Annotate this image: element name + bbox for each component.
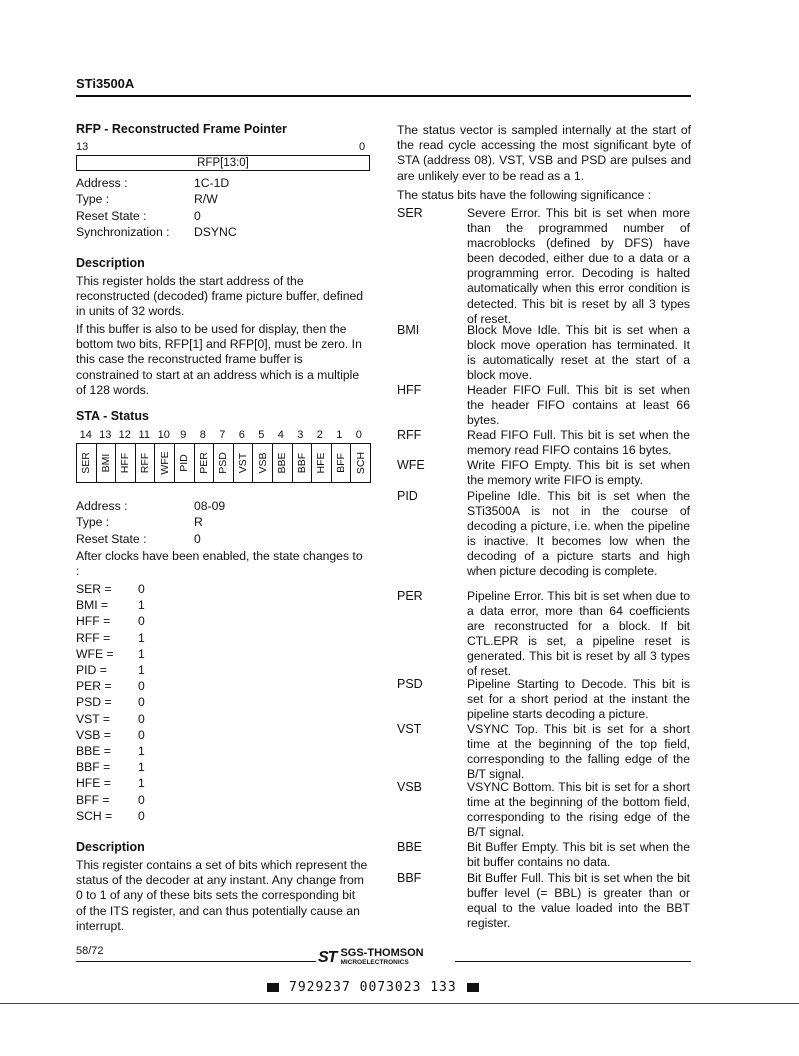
state-key: SCH = bbox=[76, 808, 113, 823]
rfp-heading: RFP - Reconstructed Frame Pointer bbox=[76, 122, 287, 136]
bit-number: 9 bbox=[180, 429, 187, 441]
rfp-register-box: RFP[13:0] bbox=[76, 155, 370, 171]
bit-field-cell bbox=[116, 444, 136, 482]
bit-field-cell bbox=[312, 444, 332, 482]
def-term-wfe: WFE bbox=[397, 458, 425, 472]
bit-number: 5 bbox=[258, 429, 265, 441]
sta-description-heading: Description bbox=[76, 840, 145, 854]
def-text-hff: Header FIFO Full. This bit is set when the header FIFO contains at least 66 bytes. bbox=[467, 383, 690, 428]
state-key: WFE = bbox=[76, 646, 114, 661]
state-key: SER = bbox=[76, 582, 112, 596]
state-key: PER = bbox=[76, 679, 112, 694]
state-key: PID = bbox=[76, 663, 107, 678]
logo-name: SGS-THOMSON bbox=[340, 947, 424, 959]
bit-field-cell bbox=[77, 444, 97, 482]
def-term-vst: VST bbox=[397, 722, 422, 736]
state-value: 1 bbox=[138, 663, 145, 678]
bit-field-cell bbox=[97, 444, 117, 482]
bit-number: 0 bbox=[355, 429, 362, 441]
status-bits-intro: The status bits have the following significance : bbox=[397, 188, 652, 202]
bit-field-label: VST bbox=[237, 452, 250, 474]
bit-field-cell bbox=[253, 444, 273, 482]
state-value: 0 bbox=[138, 695, 145, 710]
bit-field-label: BMI bbox=[99, 453, 112, 473]
rfp-description-para1: This register holds the start address of the reconstructed (decoded) frame picture buffer, defined in units of 32 words. bbox=[76, 274, 364, 319]
sta-after-clocks: After clocks have been enabled, the state changes to : bbox=[76, 549, 363, 579]
sta-bit-numbers bbox=[76, 429, 369, 441]
bit-number: 4 bbox=[277, 429, 284, 441]
bit-number: 1 bbox=[336, 429, 343, 441]
state-key: BMI = bbox=[76, 598, 109, 613]
bit-number: 13 bbox=[99, 429, 112, 441]
def-text-vsb: VSYNC Bottom. This bit is set for a short time at the beginning of the bottom field, corresponding to the rising edge of the B/T signal. bbox=[467, 780, 690, 840]
bit-number: 3 bbox=[297, 429, 304, 441]
state-value: 1 bbox=[138, 744, 145, 759]
bit-field-label: HFE bbox=[315, 452, 328, 474]
state-key: HFF = bbox=[76, 614, 111, 629]
state-value: 0 bbox=[138, 808, 145, 823]
company-logo bbox=[318, 948, 424, 968]
state-value: 0 bbox=[138, 792, 145, 807]
def-text-wfe: Write FIFO Empty. This bit is set when the memory write FIFO is empty. bbox=[467, 458, 690, 488]
footer-rule-right bbox=[455, 961, 691, 962]
sta-register-box bbox=[76, 443, 371, 483]
state-value: 0 bbox=[138, 727, 145, 742]
state-value: 0 bbox=[138, 679, 145, 694]
bit-field-label: PER bbox=[197, 452, 210, 474]
rfp-description-heading: Description bbox=[76, 256, 145, 270]
bit-number: 14 bbox=[79, 429, 92, 441]
bit-field-label: PID bbox=[178, 454, 191, 472]
state-key: BBE = bbox=[76, 744, 111, 759]
def-term-bbf: BBF bbox=[397, 871, 422, 885]
page-header-title: STi3500A bbox=[76, 76, 135, 91]
bit-number: 10 bbox=[157, 429, 170, 441]
bit-field-cell bbox=[214, 444, 234, 482]
bit-number: 7 bbox=[219, 429, 226, 441]
rfp-bit-lo: 0 bbox=[359, 141, 366, 153]
bit-field-cell bbox=[175, 444, 195, 482]
state-key: VSB = bbox=[76, 727, 111, 742]
state-value: 1 bbox=[138, 776, 145, 791]
sta-props bbox=[76, 498, 225, 547]
bit-number: 6 bbox=[238, 429, 245, 441]
def-text-rff: Read FIFO Full. This bit is set when the memory read FIFO contains 16 bytes. bbox=[467, 428, 690, 458]
bit-field-label: HFF bbox=[119, 452, 132, 474]
prop-key: Address : bbox=[76, 499, 128, 513]
bit-field-cell bbox=[195, 444, 215, 482]
state-value: 0 bbox=[138, 582, 145, 596]
prop-value: 0 bbox=[194, 531, 201, 546]
state-key: HFE = bbox=[76, 776, 111, 791]
prop-value: R bbox=[194, 515, 203, 530]
prop-key: Reset State : bbox=[76, 208, 147, 223]
def-term-bmi: BMI bbox=[397, 323, 420, 337]
status-vector-intro: The status vector is sampled internally at the start of the read cycle accessing the most significant byte of STA (address 08). VST, VSB and PSD are pulses and are unlikely ever to be read as a 1. bbox=[397, 123, 691, 183]
def-text-bmi: Block Move Idle. This bit is set when a block move operation has terminated. It is automatically reset at the start of a block move. bbox=[467, 323, 690, 383]
page-number: 58/72 bbox=[76, 945, 104, 957]
bit-number: 11 bbox=[138, 429, 150, 441]
prop-value: R/W bbox=[194, 192, 218, 207]
bit-field-label: SCH bbox=[354, 451, 367, 475]
prop-key: Address : bbox=[76, 176, 128, 190]
state-key: BBF = bbox=[76, 760, 111, 775]
prop-value: 08-09 bbox=[194, 499, 226, 513]
def-text-vst: VSYNC Top. This bit is set for a short time at the beginning of the top field, corresponding to the falling edge of the B/T signal. bbox=[467, 722, 690, 782]
prop-key: Synchronization : bbox=[76, 224, 170, 239]
block-marker-icon bbox=[467, 983, 479, 992]
prop-value: 0 bbox=[194, 208, 201, 223]
bit-field-cell bbox=[351, 444, 370, 482]
def-text-per: Pipeline Error. This bit is set when due to a data error, more than 64 coefficients are reconstructed for a block. If bit CTL.EPR is set, a pipeline reset is generated. This bit is reset by all 3 types of reset. bbox=[467, 589, 690, 679]
def-text-psd: Pipeline Starting to Decode. This bit is set for a short period at the instant the pipeline starts decoding a picture. bbox=[467, 677, 690, 722]
logo-subtitle: MICROELECTRONICS bbox=[340, 959, 409, 966]
def-term-hff: HFF bbox=[397, 383, 422, 397]
sta-description-para: This register contains a set of bits which represent the status of the decoder at any instant. Any change from 0 to 1 of any of these bits sets the corresponding bit of the ITS register, and can thus potentially cause an interrupt. bbox=[76, 858, 368, 933]
def-term-pid: PID bbox=[397, 489, 418, 503]
prop-value: DSYNC bbox=[194, 224, 237, 239]
def-term-psd: PSD bbox=[397, 677, 423, 691]
def-text-ser: Severe Error. This bit is set when more than the programmed number of macroblocks (defined by DFS) have been decoded, either due to a data or a programming error. Decoding is halted automatically when this error condition is detected. This bit is reset by all 3 types of reset. bbox=[467, 206, 690, 326]
bit-field-cell bbox=[332, 444, 352, 482]
def-text-bbe: Bit Buffer Empty. This bit is set when the bit buffer contains no data. bbox=[467, 840, 690, 870]
state-key: BFF = bbox=[76, 792, 110, 807]
state-value: 1 bbox=[138, 646, 145, 661]
barcode-line bbox=[267, 980, 479, 995]
prop-value: 1C-1D bbox=[194, 176, 230, 190]
bit-number: 12 bbox=[118, 429, 131, 441]
rfp-props bbox=[76, 175, 237, 240]
bit-field-label: BFF bbox=[335, 453, 348, 473]
def-term-rff: RFF bbox=[397, 428, 422, 442]
bit-number: 8 bbox=[199, 429, 206, 441]
def-text-pid: Pipeline Idle. This bit is set when the STi3500A is not in the course of decoding a picture, i.e. when the pipeline is inactive. It becomes low when the decoding of a picture starts and high when picture decoding is complete. bbox=[467, 489, 690, 579]
prop-key: Reset State : bbox=[76, 531, 147, 546]
def-text-bbf: Bit Buffer Full. This bit is set when the bit buffer level (= BBL) is greater than or equal to the value loaded into the BBT register. bbox=[467, 871, 690, 931]
bit-field-cell bbox=[273, 444, 293, 482]
state-key: PSD = bbox=[76, 695, 112, 710]
bit-field-label: SER bbox=[80, 452, 93, 474]
barcode-text: 7929237 0073023 133 bbox=[289, 980, 457, 995]
def-term-vsb: VSB bbox=[397, 780, 423, 794]
state-key: RFF = bbox=[76, 630, 111, 645]
st-logo-icon: ST bbox=[318, 949, 337, 966]
bit-field-label: VSB bbox=[256, 452, 269, 474]
def-term-ser: SER bbox=[397, 206, 423, 220]
header-rule bbox=[76, 95, 691, 97]
bit-field-cell bbox=[234, 444, 254, 482]
bit-number: 2 bbox=[316, 429, 323, 441]
bit-field-cell bbox=[293, 444, 313, 482]
state-value: 1 bbox=[138, 598, 145, 613]
prop-key: Type : bbox=[76, 192, 110, 207]
bit-field-label: RFF bbox=[139, 452, 152, 474]
state-value: 0 bbox=[138, 711, 145, 726]
state-value: 1 bbox=[138, 630, 145, 645]
state-key: VST = bbox=[76, 711, 110, 726]
bit-field-label: PSD bbox=[217, 452, 230, 474]
footer-rule-left bbox=[76, 961, 316, 962]
state-value: 1 bbox=[138, 760, 145, 775]
bit-field-cell bbox=[155, 444, 175, 482]
rfp-description-para2: If this buffer is also to be used for display, then the bottom two bits, RFP[1] and RFP[0], must be zero. In this case the reconstructed frame buffer is constrained to start at an address which is a multiple of 128 words. bbox=[76, 322, 362, 397]
prop-key: Type : bbox=[76, 515, 110, 530]
bit-field-label: BBF bbox=[295, 452, 308, 474]
bit-field-cell bbox=[136, 444, 156, 482]
sta-state-list bbox=[76, 581, 145, 824]
bit-field-label: BBE bbox=[276, 452, 289, 474]
rfp-bit-hi: 13 bbox=[76, 141, 89, 153]
block-marker-icon bbox=[267, 983, 279, 992]
def-term-bbe: BBE bbox=[397, 840, 423, 854]
def-term-per: PER bbox=[397, 589, 423, 603]
bit-field-label: WFE bbox=[158, 451, 171, 475]
state-value: 0 bbox=[138, 614, 145, 629]
sta-heading: STA - Status bbox=[76, 409, 149, 423]
scan-edge-line bbox=[0, 1003, 799, 1004]
